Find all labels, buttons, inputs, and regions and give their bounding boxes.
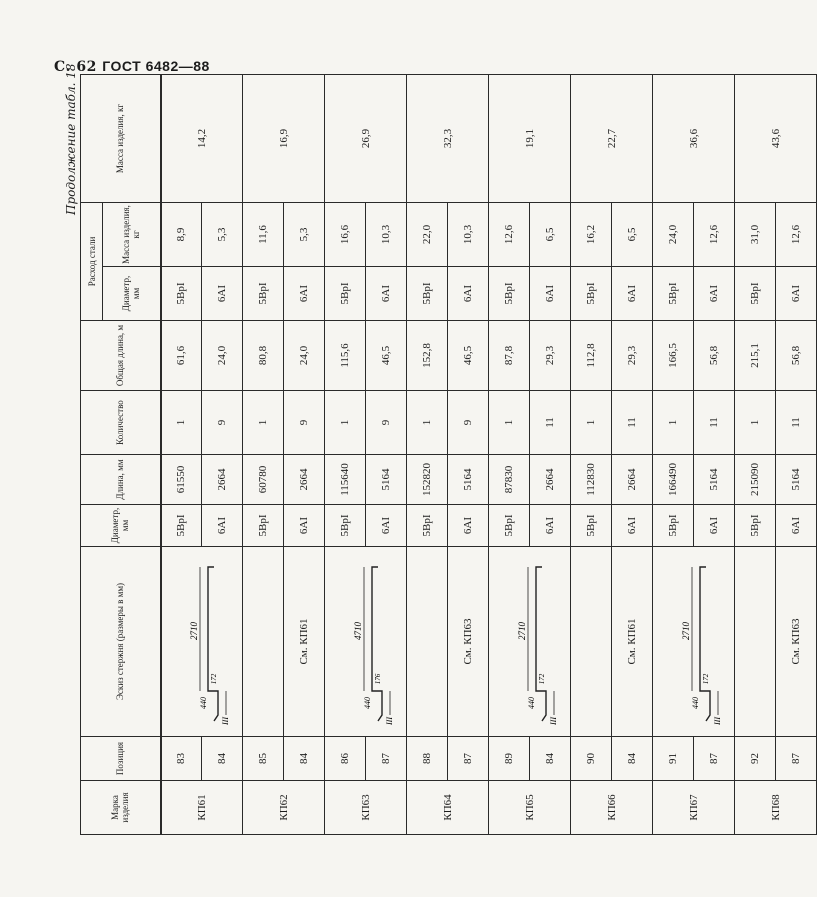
steel-diameter-cell: 6АI — [202, 267, 243, 321]
table-row — [571, 75, 612, 835]
bar-sketch-drawing — [338, 552, 394, 732]
steel-diameter-cell: 5ВрI — [325, 267, 366, 321]
length-cell: 5164 — [694, 455, 735, 505]
length-cell: 112830 — [571, 455, 612, 505]
sketch-reference: См. КП61 — [612, 547, 653, 737]
table-row — [653, 75, 694, 835]
steel-mass-cell: 8,9 — [161, 203, 202, 267]
position-cell: 83 — [161, 737, 202, 781]
item-mass-cell: 36,6 — [653, 75, 735, 203]
length-cell: 2664 — [202, 455, 243, 505]
steel-diameter-cell: 6АI — [612, 267, 653, 321]
length-cell: 166490 — [653, 455, 694, 505]
header-item-mass: Масса изделия, кг — [81, 75, 161, 203]
product-mark: КП63 — [325, 781, 407, 835]
quantity-cell: 1 — [571, 391, 612, 455]
steel-mass-cell: 5,3 — [284, 203, 325, 267]
sketch-reference: См. КП63 — [448, 547, 489, 737]
quantity-cell: 1 — [243, 391, 284, 455]
header-mark: Марка изделия — [81, 781, 161, 835]
total-length-cell: 46,5 — [366, 321, 407, 391]
header-steel-diameter: Диаметр, мм — [103, 267, 161, 321]
product-mark: КП66 — [571, 781, 653, 835]
diameter-cell: 6АI — [612, 505, 653, 547]
quantity-cell: 1 — [489, 391, 530, 455]
diameter-cell: 5ВрI — [489, 505, 530, 547]
total-length-cell: 61,6 — [161, 321, 202, 391]
steel-diameter-cell: 5ВрI — [735, 267, 776, 321]
steel-mass-cell: 5,3 — [202, 203, 243, 267]
steel-grade-label: III — [384, 717, 394, 726]
diameter-cell: 6АI — [202, 505, 243, 547]
diameter-cell: 5ВрI — [735, 505, 776, 547]
sketch-cell — [161, 547, 243, 737]
data-table — [80, 74, 817, 835]
steel-grade-label: III — [548, 717, 558, 726]
steel-diameter-cell: 5ВрI — [161, 267, 202, 321]
steel-diameter-cell: 6АI — [776, 267, 817, 321]
dimension-label: 172 — [701, 674, 710, 685]
quantity-cell: 9 — [366, 391, 407, 455]
steel-mass-cell: 11,6 — [243, 203, 284, 267]
product-mark: КП65 — [489, 781, 571, 835]
length-cell: 2664 — [612, 455, 653, 505]
dimension-label: 176 — [373, 674, 382, 685]
steel-diameter-cell: 6АI — [448, 267, 489, 321]
diameter-cell: 6АI — [284, 505, 325, 547]
standard-number: ГОСТ 6482—88 — [102, 58, 210, 74]
quantity-cell: 9 — [284, 391, 325, 455]
diameter-cell: 5ВрI — [243, 505, 284, 547]
diameter-cell: 6АI — [694, 505, 735, 547]
product-mark: КП67 — [653, 781, 735, 835]
diameter-cell: 5ВрI — [325, 505, 366, 547]
length-cell: 115640 — [325, 455, 366, 505]
sketch-reference: См. КП63 — [776, 547, 817, 737]
item-mass-cell: 22,7 — [571, 75, 653, 203]
steel-diameter-cell: 6АI — [366, 267, 407, 321]
dimension-label: 440 — [526, 697, 536, 710]
table-row — [735, 75, 776, 835]
page-number: С. 62 — [54, 59, 97, 75]
steel-mass-cell: 16,2 — [571, 203, 612, 267]
steel-diameter-cell: 5ВрI — [407, 267, 448, 321]
quantity-cell: 1 — [161, 391, 202, 455]
product-mark: КП61 — [161, 781, 243, 835]
steel-mass-cell: 6,5 — [612, 203, 653, 267]
table-row — [489, 75, 530, 835]
steel-grade-label: III — [712, 717, 722, 726]
total-length-cell: 29,3 — [530, 321, 571, 391]
position-cell: 84 — [202, 737, 243, 781]
header-sketch: Эскиз стержня (размеры в мм) — [81, 547, 161, 737]
item-mass-cell: 14,2 — [161, 75, 243, 203]
steel-diameter-cell: 6АI — [284, 267, 325, 321]
sketch-cell — [653, 547, 735, 737]
quantity-cell: 1 — [735, 391, 776, 455]
position-cell: 90 — [571, 737, 612, 781]
position-cell: 87 — [776, 737, 817, 781]
bar-outline — [700, 568, 710, 722]
steel-mass-cell: 10,3 — [366, 203, 407, 267]
steel-mass-cell: 22,0 — [407, 203, 448, 267]
dimension-label: 2710 — [680, 622, 691, 641]
sketch-reference — [243, 547, 284, 737]
item-mass-cell: 19,1 — [489, 75, 571, 203]
length-cell: 61550 — [161, 455, 202, 505]
total-length-cell: 56,8 — [694, 321, 735, 391]
steel-diameter-cell: 5ВрI — [653, 267, 694, 321]
steel-mass-cell: 16,6 — [325, 203, 366, 267]
total-length-cell: 56,8 — [776, 321, 817, 391]
total-length-cell: 24,0 — [202, 321, 243, 391]
total-length-cell: 29,3 — [612, 321, 653, 391]
steel-mass-cell: 12,6 — [776, 203, 817, 267]
header-position: Позиция — [81, 737, 161, 781]
steel-mass-cell: 31,0 — [735, 203, 776, 267]
total-length-cell: 115,6 — [325, 321, 366, 391]
position-cell: 87 — [694, 737, 735, 781]
quantity-cell: 1 — [325, 391, 366, 455]
dimension-label: 440 — [198, 697, 208, 710]
diameter-cell: 5ВрI — [571, 505, 612, 547]
quantity-cell: 1 — [407, 391, 448, 455]
total-length-cell: 166,5 — [653, 321, 694, 391]
length-cell: 215090 — [735, 455, 776, 505]
header-total-length: Общая длина, м — [81, 321, 161, 391]
steel-grade-label: III — [220, 717, 230, 726]
table-caption: Продолжение табл. 18 — [64, 63, 78, 215]
position-cell: 84 — [284, 737, 325, 781]
quantity-cell: 9 — [202, 391, 243, 455]
total-length-cell: 87,8 — [489, 321, 530, 391]
sketch-cell — [325, 547, 407, 737]
position-cell: 84 — [530, 737, 571, 781]
steel-mass-cell: 10,3 — [448, 203, 489, 267]
quantity-cell: 11 — [612, 391, 653, 455]
length-cell: 5164 — [448, 455, 489, 505]
bar-sketch-drawing — [666, 552, 722, 732]
position-cell: 92 — [735, 737, 776, 781]
item-mass-cell: 16,9 — [243, 75, 325, 203]
diameter-cell: 6АI — [776, 505, 817, 547]
total-length-cell: 112,8 — [571, 321, 612, 391]
position-cell: 85 — [243, 737, 284, 781]
position-cell: 89 — [489, 737, 530, 781]
bar-sketch-drawing — [502, 552, 558, 732]
header-quantity: Количество — [81, 391, 161, 455]
dimension-label: 172 — [537, 674, 546, 685]
position-cell: 87 — [366, 737, 407, 781]
quantity-cell: 11 — [530, 391, 571, 455]
steel-mass-cell: 6,5 — [530, 203, 571, 267]
length-cell: 5164 — [366, 455, 407, 505]
bar-outline — [208, 568, 218, 722]
sketch-reference — [735, 547, 776, 737]
length-cell: 2664 — [530, 455, 571, 505]
steel-mass-cell: 12,6 — [694, 203, 735, 267]
position-cell: 86 — [325, 737, 366, 781]
total-length-cell: 215,1 — [735, 321, 776, 391]
quantity-cell: 1 — [653, 391, 694, 455]
total-length-cell: 46,5 — [448, 321, 489, 391]
sketch-reference — [571, 547, 612, 737]
dimension-label: 440 — [362, 697, 372, 710]
product-mark: КП68 — [735, 781, 817, 835]
position-cell: 88 — [407, 737, 448, 781]
steel-diameter-cell: 5ВрI — [243, 267, 284, 321]
quantity-cell: 11 — [776, 391, 817, 455]
length-cell: 5164 — [776, 455, 817, 505]
total-length-cell: 80,8 — [243, 321, 284, 391]
table-row — [243, 75, 284, 835]
product-mark: КП64 — [407, 781, 489, 835]
length-cell: 60780 — [243, 455, 284, 505]
diameter-cell: 5ВрI — [407, 505, 448, 547]
table-row — [161, 75, 202, 835]
position-cell: 87 — [448, 737, 489, 781]
length-cell: 87830 — [489, 455, 530, 505]
header-steel-mass: Масса изделия, кг — [103, 203, 161, 267]
total-length-cell: 24,0 — [284, 321, 325, 391]
bar-sketch-drawing — [174, 552, 230, 732]
diameter-cell: 5ВрI — [161, 505, 202, 547]
item-mass-cell: 43,6 — [735, 75, 817, 203]
dimension-label: 4710 — [352, 622, 363, 641]
table-row — [407, 75, 448, 835]
position-cell: 91 — [653, 737, 694, 781]
dimension-label: 2710 — [516, 622, 527, 641]
dimension-label: 440 — [690, 697, 700, 710]
diameter-cell: 5ВрI — [653, 505, 694, 547]
total-length-cell: 152,8 — [407, 321, 448, 391]
bar-outline — [536, 568, 546, 722]
quantity-cell: 9 — [448, 391, 489, 455]
steel-diameter-cell: 6АI — [530, 267, 571, 321]
bar-outline — [372, 568, 382, 722]
length-cell: 152820 — [407, 455, 448, 505]
item-mass-cell: 32,3 — [407, 75, 489, 203]
steel-diameter-cell: 5ВрI — [571, 267, 612, 321]
steel-mass-cell: 12,6 — [489, 203, 530, 267]
steel-diameter-cell: 5ВрI — [489, 267, 530, 321]
dimension-label: 2710 — [188, 622, 199, 641]
sketch-cell — [489, 547, 571, 737]
diameter-cell: 6АI — [448, 505, 489, 547]
header-steel-use: Расход стали — [81, 203, 103, 321]
table-row — [325, 75, 366, 835]
item-mass-cell: 26,9 — [325, 75, 407, 203]
diameter-cell: 6АI — [366, 505, 407, 547]
sketch-reference: См. КП61 — [284, 547, 325, 737]
position-cell: 84 — [612, 737, 653, 781]
header-length: Длина, мм — [81, 455, 161, 505]
dimension-label: 172 — [209, 674, 218, 685]
quantity-cell: 11 — [694, 391, 735, 455]
header-diameter: Диаметр, мм — [81, 505, 161, 547]
diameter-cell: 6АI — [530, 505, 571, 547]
steel-mass-cell: 24,0 — [653, 203, 694, 267]
sketch-reference — [407, 547, 448, 737]
length-cell: 2664 — [284, 455, 325, 505]
product-mark: КП62 — [243, 781, 325, 835]
steel-diameter-cell: 6АI — [694, 267, 735, 321]
